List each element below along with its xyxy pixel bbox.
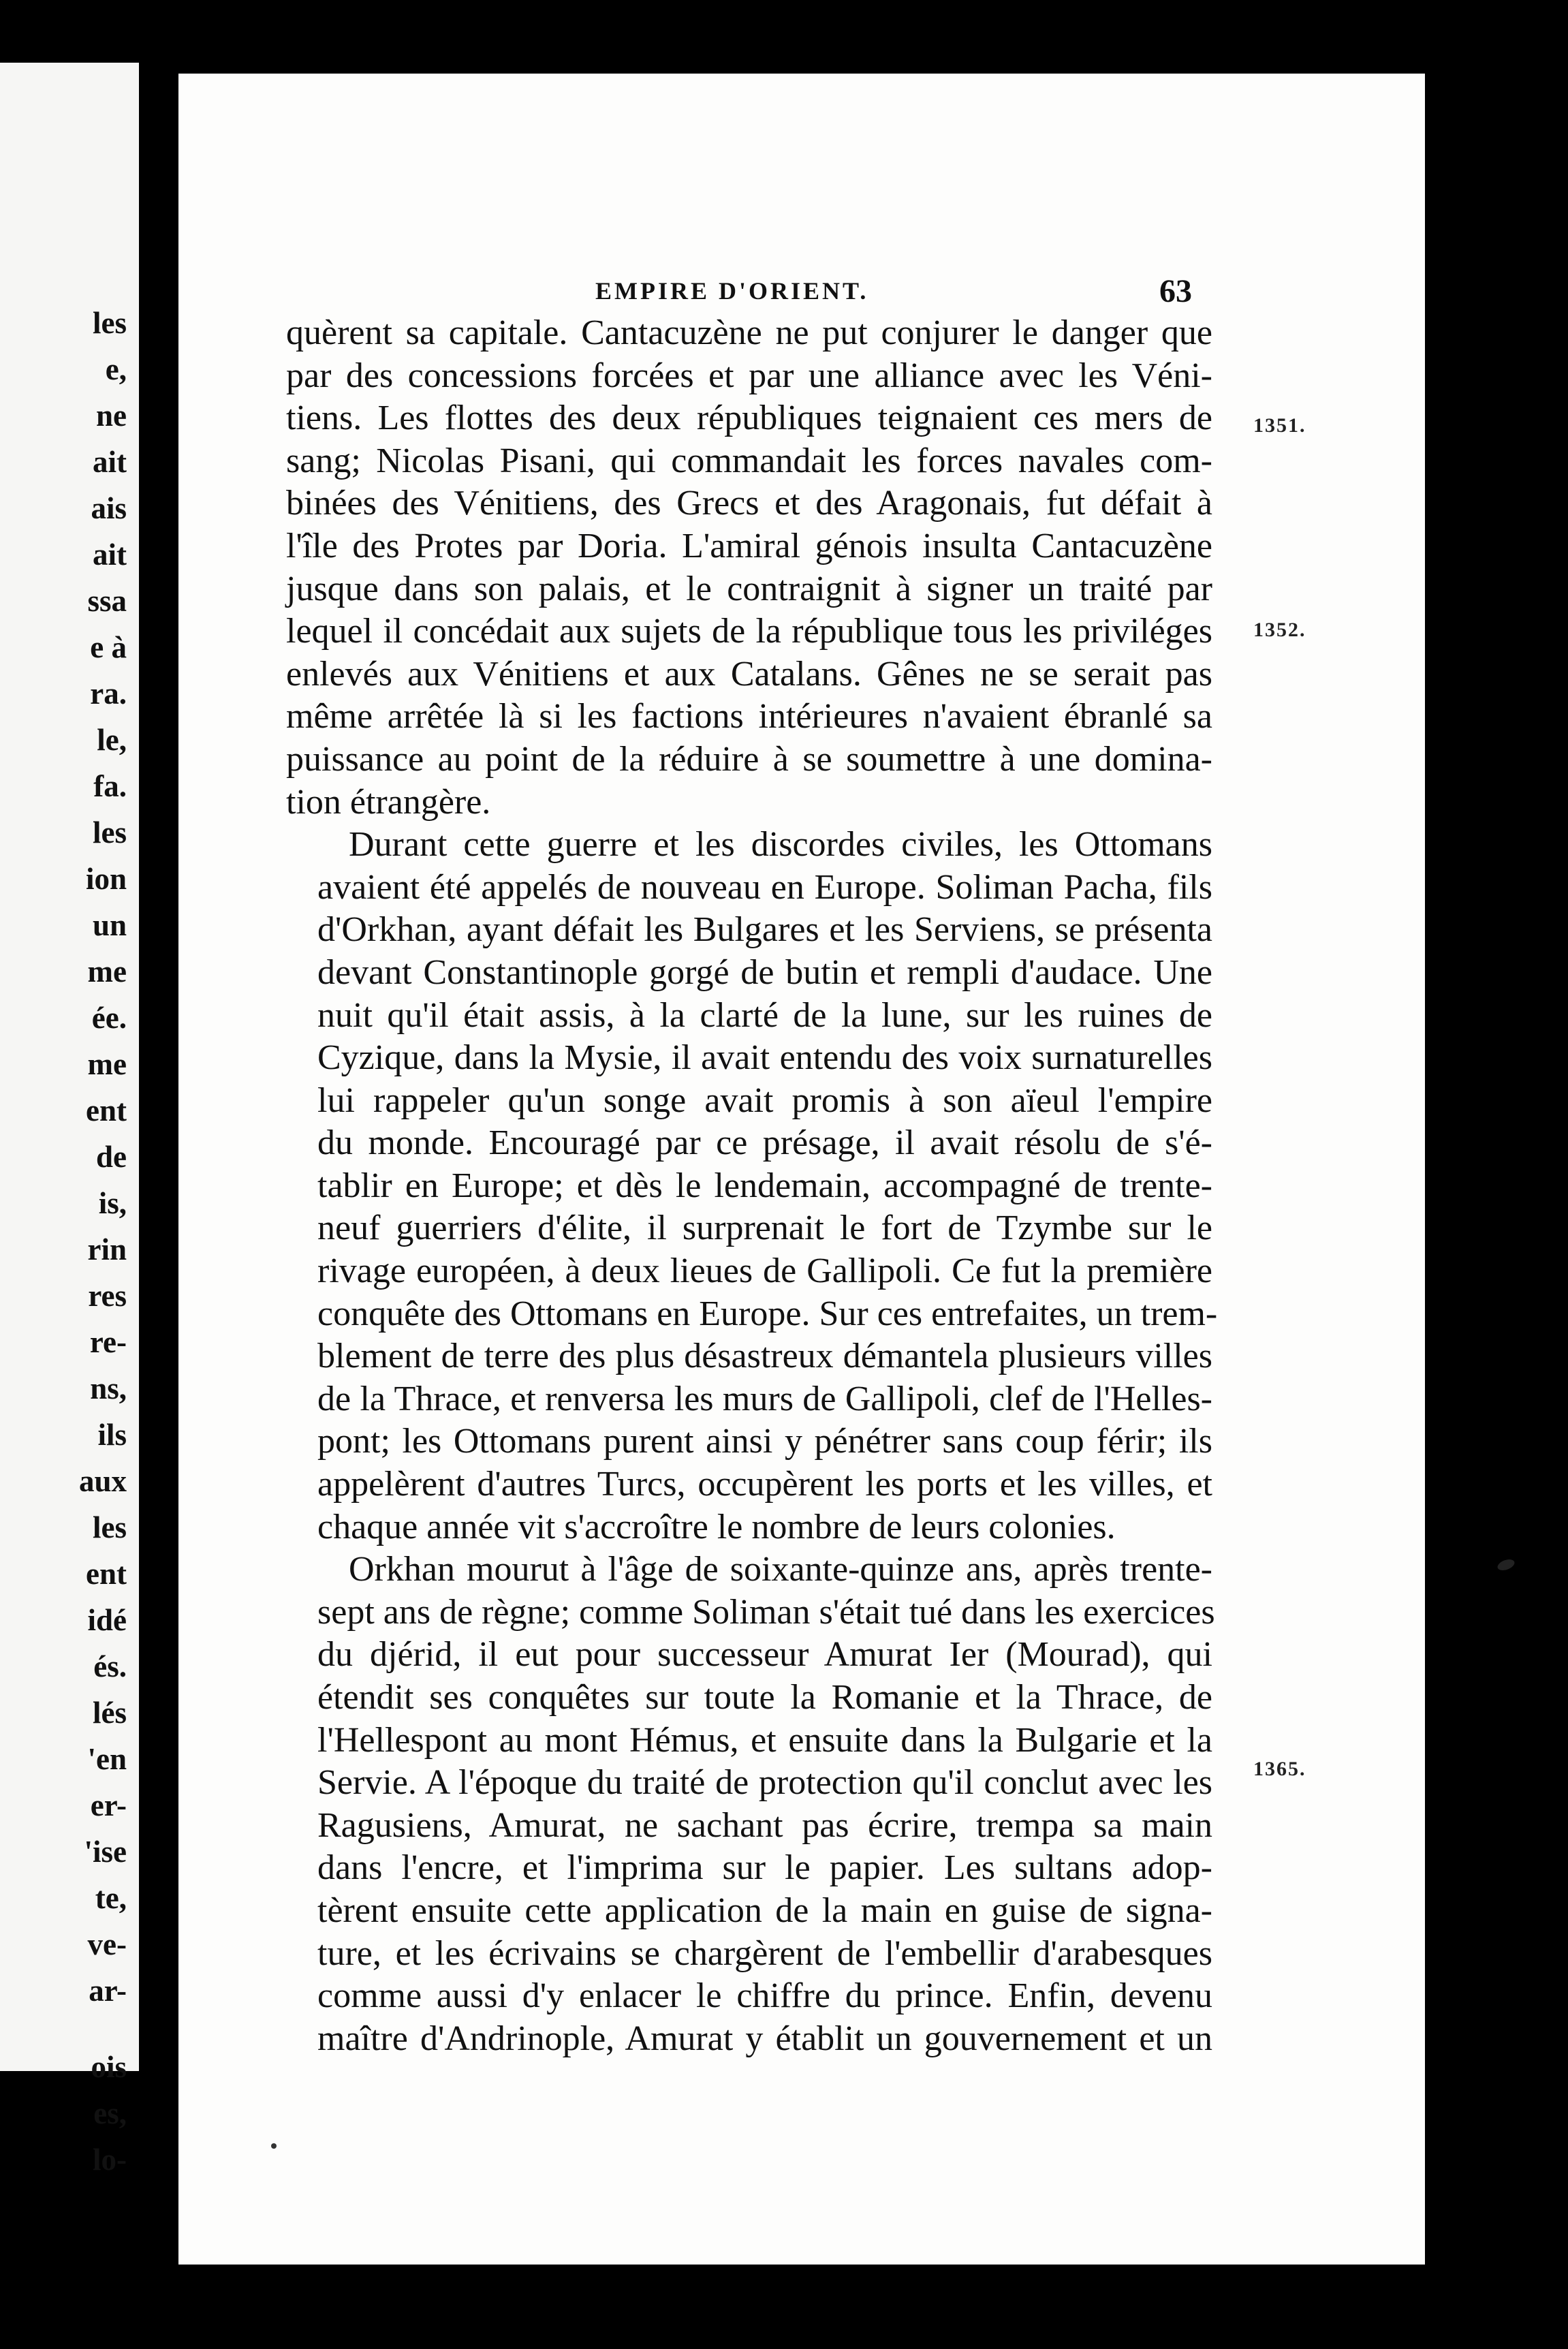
text-line: puissance au point de la réduire à se soumettre à une domina- (286, 739, 1212, 779)
facing-page-fragment: ils (97, 1418, 127, 1452)
text-line: avaient été appelés de nouveau en Europe. Soliman Pacha, fils (317, 867, 1212, 907)
text-line: sept ans de règne; comme Soliman s'était tué dans les exercices (317, 1592, 1215, 1632)
text-line: sang; Nicolas Pisani, qui commandait les forces navales com- (286, 441, 1212, 480)
text-line: ture, et les écrivains se chargèrent de l'embellir d'arabesques (317, 1933, 1212, 1973)
text-line: blement de terre des plus désastreux démantela plusieurs villes (317, 1337, 1212, 1376)
facing-page-fragment: les (93, 1510, 127, 1544)
facing-page (0, 63, 139, 2177)
text-line: tion étrangère. (286, 782, 491, 822)
text-line: dans l'encre, et l'imprima sur le papier. Les sultans adop- (317, 1848, 1212, 1888)
text-line: quèrent sa capitale. Cantacuzène ne put conjurer le danger que (286, 313, 1212, 352)
facing-page-fragment: és. (93, 1649, 127, 1683)
margin-date: 1365. (1253, 1758, 1306, 1780)
facing-page-fragment: lés (93, 1696, 127, 1730)
facing-page-fragment: de (96, 1140, 127, 1174)
facing-page-fragment: les (93, 815, 127, 850)
text-line: tablir en Europe; et dès le lendemain, accompagné de trente- (317, 1166, 1212, 1205)
text-line: lui rappeler qu'un songe avait promis à son aïeul l'empire (317, 1080, 1212, 1120)
ink-smudge (1496, 1557, 1516, 1572)
text-line: par des concessions forcées et par une alliance avec les Véni- (286, 356, 1212, 395)
facing-page-fragment: ion (85, 862, 127, 896)
text-line: lequel il concédait aux sujets de la république tous les priviléges (286, 612, 1212, 651)
text-line: Cyzique, dans la Mysie, il avait entendu des voix surnaturelles (317, 1038, 1212, 1078)
facing-page-fragment: ssa (87, 584, 127, 618)
facing-page-fragment: ent (86, 1557, 127, 1591)
facing-page-fragment: un (92, 908, 127, 942)
facing-page-fragment: ar- (89, 1974, 127, 2008)
text-line: Durant cette guerre et les discordes civiles, les Ottomans (349, 825, 1212, 865)
facing-page-fragment: es, (93, 2096, 127, 2130)
facing-page-fragment: me (87, 954, 127, 989)
facing-page-fragment: ns, (90, 1371, 127, 1405)
ink-speck (271, 2143, 277, 2149)
text-line: étendit ses conquêtes sur toute la Romanie et la Thrace, de (317, 1678, 1212, 1717)
text-line: du monde. Encouragé par ce présage, il avait résolu de s'é- (317, 1123, 1212, 1163)
facing-page-fragment: rin (87, 1232, 127, 1266)
facing-page-fragment: ait (93, 445, 127, 479)
facing-page-fragment: e à (90, 630, 127, 664)
facing-page-fragment: ois (91, 2050, 127, 2084)
text-line: rivage européen, à deux lieues de Gallipoli. Ce fut la première (317, 1251, 1212, 1291)
facing-page-fragment: lo- (93, 2143, 127, 2177)
text-line: pont; les Ottomans purent ainsi y pénétrer sans coup férir; ils (317, 1422, 1212, 1461)
text-line: du djérid, il eut pour successeur Amurat Ier (Mourad), qui (317, 1635, 1212, 1675)
text-line: jusque dans son palais, et le contraignit à signer un traité par (286, 569, 1212, 608)
facing-page-fragment: les (93, 306, 127, 340)
page-number: 63 (1159, 273, 1192, 309)
facing-page-fragment: le, (97, 723, 127, 757)
text-line: maître d'Andrinople, Amurat y établit un gouvernement et un (317, 2019, 1212, 2058)
text-line: chaque année vit s'accroître le nombre de leurs colonies. (317, 1507, 1116, 1546)
facing-page-fragment: te, (95, 1881, 127, 1915)
text-line: tiens. Les flottes des deux républiques teignaient ces mers de (286, 399, 1212, 438)
facing-page-fragment: ve- (87, 1927, 127, 1961)
facing-page-fragment: 'en (87, 1742, 127, 1776)
facing-page-fragment: idé (87, 1603, 127, 1637)
text-line: conquête des Ottomans en Europe. Sur ces entrefaites, un trem- (317, 1294, 1218, 1333)
facing-page-fragment: is, (98, 1186, 127, 1220)
text-line: Servie. A l'époque du traité de protection qu'il conclut avec les (317, 1763, 1212, 1803)
text-line: binées des Vénitiens, des Grecs et des Aragonais, fut défait à (286, 484, 1212, 523)
facing-page-fragment: e, (105, 352, 127, 386)
facing-page-fragment: aux (78, 1464, 127, 1498)
facing-page-fragment: res (88, 1279, 127, 1313)
text-line: Orkhan mourut à l'âge de soixante-quinze ans, après trente- (349, 1550, 1212, 1589)
body-text (286, 312, 1218, 2060)
paragraph (286, 312, 1212, 824)
facing-page-fragment: ée. (91, 1001, 127, 1035)
facing-page-fragment: ais (91, 491, 127, 525)
text-line: enlevés aux Vénitiens et aux Catalans. Gênes ne se serait pas (286, 654, 1212, 694)
text-line: nuit qu'il était assis, à la clarté de la lune, sur les ruines de (317, 995, 1212, 1035)
margin-date: 1352. (1253, 619, 1306, 641)
facing-page-fragment: er- (90, 1788, 127, 1822)
paragraph (286, 824, 1218, 1549)
page-header (178, 273, 1425, 313)
text-line: appelèrent d'autres Turcs, occupèrent les ports et les villes, et (317, 1465, 1212, 1504)
facing-page-fragment: me (87, 1047, 127, 1081)
facing-page-fragment: 'ise (84, 1835, 127, 1869)
paragraph (286, 1549, 1215, 2060)
text-line: tèrent ensuite cette application de la main en guise de signa- (317, 1891, 1212, 1930)
text-line: neuf guerriers d'élite, il surprenait le fort de Tzymbe sur le (317, 1209, 1212, 1248)
margin-date: 1351. (1253, 414, 1306, 437)
text-line: comme aussi d'y enlacer le chiffre du prince. Enfin, devenu (317, 1976, 1212, 2016)
text-line: d'Orkhan, ayant défait les Bulgares et les Serviens, se présenta (317, 910, 1212, 950)
text-line: même arrêtée là si les factions intérieures n'avaient ébranlé sa (286, 697, 1212, 736)
facing-page-fragment: ne (96, 399, 127, 433)
text-line: devant Constantinople gorgé de butin et rempli d'audace. Une (317, 952, 1212, 992)
text-line: l'Hellespont au mont Hémus, et ensuite dans la Bulgarie et la (317, 1720, 1212, 1760)
facing-page-fragment: ent (86, 1093, 127, 1127)
facing-page-fragment: ra. (90, 676, 127, 711)
book-page (178, 74, 1425, 2265)
text-line: de la Thrace, et renversa les murs de Gallipoli, clef de l'Helles- (317, 1379, 1212, 1418)
facing-page-fragment: re- (89, 1325, 127, 1359)
text-line: Ragusiens, Amurat, ne sachant pas écrire, trempa sa main (317, 1805, 1212, 1845)
facing-page-fragment: fa. (93, 769, 127, 803)
text-line: l'île des Protes par Doria. L'amiral génois insulta Cantacuzène (286, 526, 1212, 565)
running-title: EMPIRE D'ORIENT. (595, 277, 869, 305)
facing-page-fragment: ait (93, 538, 127, 572)
